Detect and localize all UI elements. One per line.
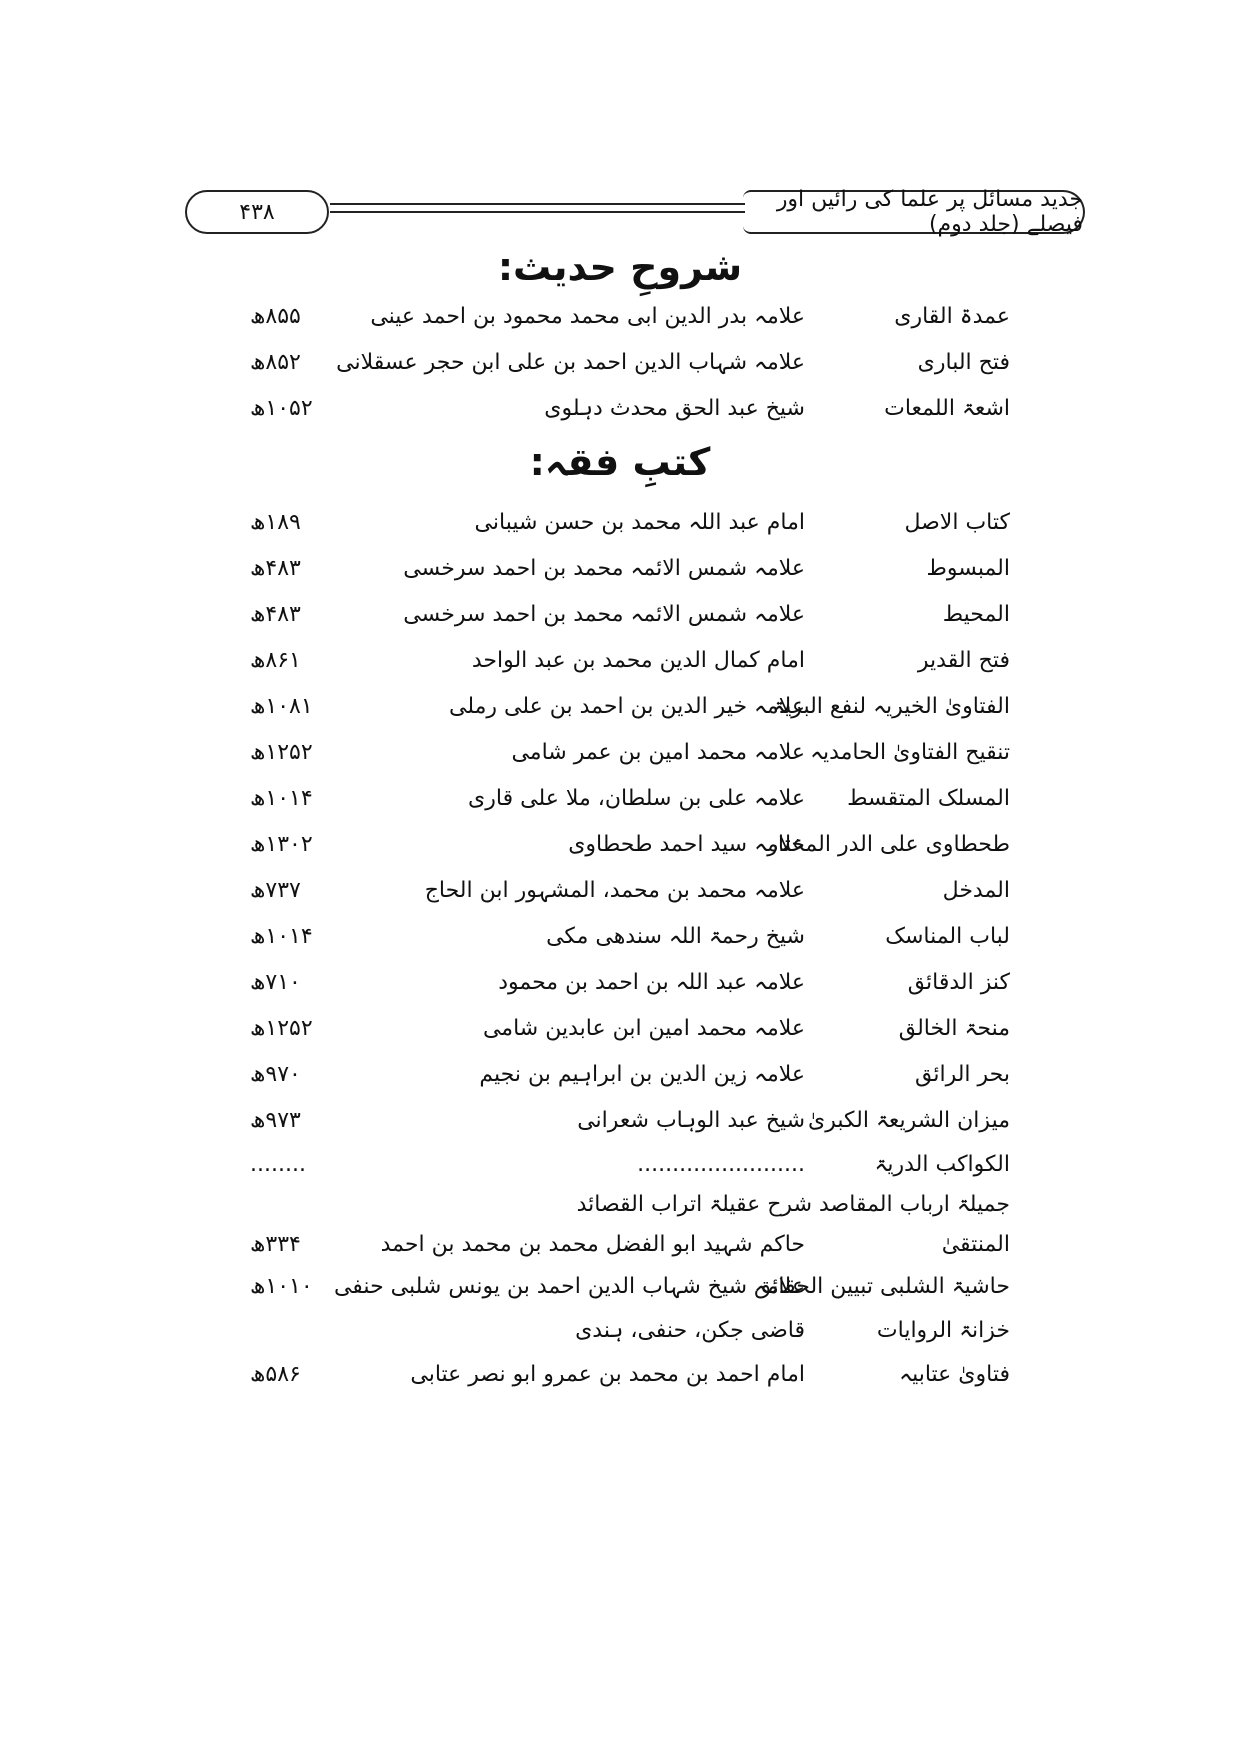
list-item: [250, 1012, 1010, 1052]
author-name: امام احمد بن محمد بن عمرو ابو نصر عتابی: [410, 1362, 805, 1387]
death-year: ۷۱۰ھ: [250, 970, 301, 995]
list-item: [250, 736, 1010, 776]
list-item: [250, 690, 1010, 730]
header-rule: [330, 203, 745, 213]
death-year: ۸۵۵ھ: [250, 304, 301, 329]
book-title: المسلک المتقسط: [847, 786, 1010, 811]
book-title: الفتاویٰ الخیریہ لنفع البریۃ: [772, 694, 1010, 719]
death-year: ۴۸۳ھ: [250, 556, 301, 581]
death-year: ۱۲۵۲ھ: [250, 740, 313, 765]
author-name: امام کمال الدین محمد بن عبد الواحد: [471, 648, 805, 673]
death-year: ۱۲۵۲ھ: [250, 1016, 313, 1041]
section-heading-fiqh: کتبِ فقہ:: [529, 440, 711, 484]
author-name: علامہ محمد امین بن عمر شامی: [511, 740, 805, 765]
note-line: جمیلۃ ارباب المقاصد شرح عقیلۃ اتراب القصائد: [576, 1192, 1010, 1217]
page-header: [185, 187, 1085, 237]
book-title: المحیط: [942, 602, 1010, 627]
death-year: ........: [250, 1152, 306, 1177]
book-title: فتح الباری: [917, 350, 1010, 375]
list-item: [250, 598, 1010, 638]
death-year: ۵۸۶ھ: [250, 1362, 301, 1387]
author-name: شیخ رحمۃ اللہ سندھی مکی: [546, 924, 805, 949]
list-item: [250, 874, 1010, 914]
book-title: طحطاوی علی الدر المختار: [767, 832, 1010, 857]
author-name: علامہ محمد بن محمد، المشہور ابن الحاج: [424, 878, 805, 903]
death-year: ۱۰۵۲ھ: [250, 396, 313, 421]
book-title: لباب المناسک: [885, 924, 1010, 949]
list-item: [250, 346, 1010, 386]
book-title: کتاب الاصل: [904, 510, 1010, 535]
death-year: ۱۳۰۲ھ: [250, 832, 313, 857]
death-year: ۹۷۳ھ: [250, 1108, 301, 1133]
author-name: علامہ شیخ شہاب الدین احمد بن یونس شلبی حنفی: [333, 1274, 805, 1299]
death-year: ۱۰۱۰ھ: [250, 1274, 313, 1299]
list-item: [250, 782, 1010, 822]
list-item: [250, 392, 1010, 432]
book-title: فتح القدیر: [917, 648, 1010, 673]
author-name: شیخ عبد الوہاب شعرانی: [577, 1108, 805, 1133]
death-year: ۱۰۸۱ھ: [250, 694, 313, 719]
author-name: حاکم شہید ابو الفضل محمد بن محمد بن احمد: [380, 1232, 805, 1257]
book-title: المدخل: [942, 878, 1010, 903]
list-item: [250, 920, 1010, 960]
book-title: فتاویٰ عتابیہ: [899, 1362, 1010, 1387]
list-item: [250, 828, 1010, 868]
book-title: تنقیح الفتاویٰ الحامدیہ: [810, 740, 1010, 765]
book-title: خزانۃ الروایات: [876, 1318, 1010, 1343]
death-year: ۱۰۱۴ھ: [250, 786, 313, 811]
death-year: ۳۳۴ھ: [250, 1232, 301, 1257]
author-name: علامہ زین الدین بن ابراہیم بن نجیم: [479, 1062, 805, 1087]
book-title: بحر الرائق: [915, 1062, 1010, 1087]
author-name: قاضی جکن، حنفی، ہندی: [575, 1318, 805, 1343]
book-title: منحۃ الخالق: [898, 1016, 1010, 1041]
death-year: ۸۵۲ھ: [250, 350, 301, 375]
section-heading-hadith: شروحِ حدیث:: [497, 245, 743, 289]
list-item: [250, 300, 1010, 340]
author-name: علامہ محمد امین ابن عابدین شامی: [482, 1016, 805, 1041]
author-name: علامہ شمس الائمہ محمد بن احمد سرخسی: [403, 556, 805, 581]
author-name: ........................: [637, 1152, 805, 1177]
book-title: میزان الشریعۃ الکبریٰ: [808, 1108, 1010, 1133]
author-name: امام عبد اللہ محمد بن حسن شیبانی: [474, 510, 805, 535]
running-title: جدید مسائل پر علما کی رائیں اور فیصلے (جلد دوم): [743, 190, 1085, 234]
list-item: [250, 644, 1010, 684]
author-name: علامہ شہاب الدین احمد بن علی ابن حجر عسقلانی: [336, 350, 805, 375]
author-name: علامہ سید احمد طحطاوی: [568, 832, 805, 857]
list-item: [250, 1228, 1010, 1268]
book-title: المبسوط: [926, 556, 1010, 581]
book-title: الکواکب الدریۃ: [874, 1152, 1010, 1177]
death-year: ۱۰۱۴ھ: [250, 924, 313, 949]
death-year: ۷۳۷ھ: [250, 878, 301, 903]
list-item: [250, 966, 1010, 1006]
author-name: علامہ علی بن سلطان، ملا علی قاری: [468, 786, 805, 811]
book-title: اشعۃ اللمعات: [884, 396, 1010, 421]
list-item: [250, 552, 1010, 592]
death-year: ۸۶۱ھ: [250, 648, 301, 673]
book-title: حاشیۃ الشلبی تبیین الحقائق: [753, 1274, 1010, 1299]
death-year: ۴۸۳ھ: [250, 602, 301, 627]
list-item: [250, 1148, 1010, 1188]
death-year: ۱۸۹ھ: [250, 510, 301, 535]
author-name: علامہ عبد اللہ بن احمد بن محمود: [498, 970, 805, 995]
book-title: عمدۃ القاری: [894, 304, 1010, 329]
author-name: علامہ خیر الدین بن احمد بن علی رملی: [449, 694, 805, 719]
book-title: المنتقیٰ: [941, 1232, 1010, 1257]
list-item: [250, 506, 1010, 546]
list-item: [250, 1358, 1010, 1398]
death-year: ۹۷۰ھ: [250, 1062, 301, 1087]
list-item: [250, 1104, 1010, 1144]
list-item: [250, 1270, 1010, 1310]
page-number: ۴۳۸: [185, 190, 329, 234]
book-title: کنز الدقائق: [907, 970, 1010, 995]
author-name: شیخ عبد الحق محدث دہلوی: [544, 396, 805, 421]
author-name: علامہ بدر الدین ابی محمد محمود بن احمد عینی: [370, 304, 805, 329]
list-item: [250, 1314, 1010, 1354]
author-name: علامہ شمس الائمہ محمد بن احمد سرخسی: [403, 602, 805, 627]
list-item: [250, 1058, 1010, 1098]
